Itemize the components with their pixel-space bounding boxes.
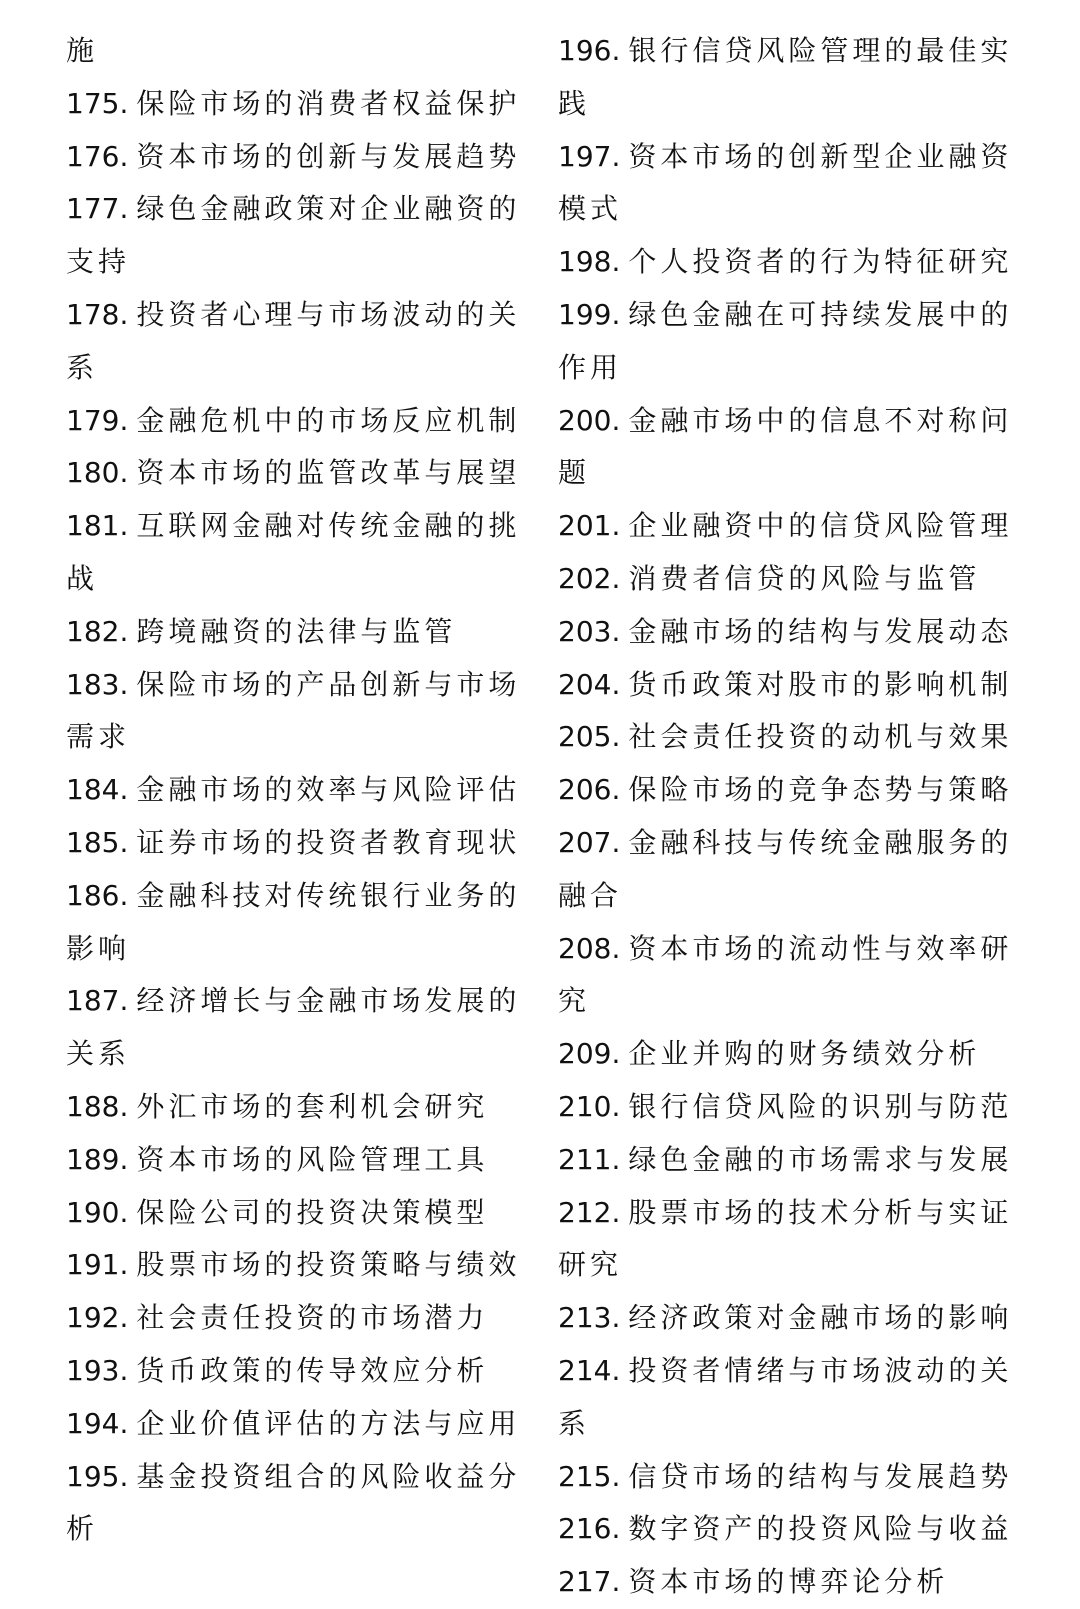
list-item	[66, 78, 536, 131]
list-item	[66, 659, 536, 765]
item-text: 金融科技对传统银行业务的影响	[66, 878, 521, 965]
list-item	[558, 1187, 1028, 1293]
item-text: 数字资产的投资风险与收益	[628, 1512, 1013, 1546]
item-number: 214.	[558, 1353, 621, 1387]
list-item	[558, 923, 1028, 1029]
list-item	[558, 131, 1028, 237]
item-number: 200.	[558, 403, 621, 437]
item-text: 企业价值评估的方法与应用	[136, 1406, 521, 1440]
item-number: 177.	[66, 192, 129, 226]
list-item	[66, 131, 536, 184]
item-text: 资本市场的风险管理工具	[136, 1142, 489, 1176]
item-number: 201.	[558, 509, 621, 543]
list-item	[66, 1239, 536, 1292]
item-number: 208.	[558, 931, 621, 965]
item-text: 金融科技与传统金融服务的融合	[558, 825, 1013, 912]
list-item	[558, 500, 1028, 553]
item-number: 184.	[66, 773, 129, 807]
item-number: 195.	[66, 1459, 129, 1493]
item-text: 股票市场的投资策略与绩效	[136, 1248, 521, 1282]
list-item	[558, 1451, 1028, 1504]
list-item	[558, 236, 1028, 289]
item-text: 个人投资者的行为特征研究	[628, 245, 1013, 279]
item-text: 信贷市场的结构与发展趋势	[628, 1459, 1013, 1493]
item-text: 跨境融资的法律与监管	[136, 614, 457, 648]
item-number: 212.	[558, 1195, 621, 1229]
left-topic-list	[66, 25, 536, 1556]
item-text: 股票市场的技术分析与实证研究	[558, 1195, 1013, 1282]
item-text: 施	[66, 34, 99, 67]
list-item	[558, 1081, 1028, 1134]
list-item	[66, 870, 536, 976]
list-item	[66, 1187, 536, 1240]
item-number: 190.	[66, 1195, 129, 1229]
item-text: 货币政策对股市的影响机制	[628, 667, 1013, 701]
item-number: 213.	[558, 1301, 621, 1335]
item-text: 银行信贷风险的识别与防范	[628, 1089, 1013, 1123]
item-number: 185.	[66, 825, 129, 859]
item-text: 外汇市场的套利机会研究	[136, 1089, 489, 1123]
list-item	[66, 1398, 536, 1451]
item-number: 192.	[66, 1301, 129, 1335]
item-number: 215.	[558, 1459, 621, 1493]
list-item	[66, 289, 536, 395]
item-number: 182.	[66, 614, 129, 648]
item-text: 社会责任投资的动机与效果	[628, 720, 1013, 754]
item-text: 社会责任投资的市场潜力	[136, 1301, 489, 1335]
list-item	[558, 1345, 1028, 1451]
list-item	[66, 447, 536, 500]
list-item	[66, 1292, 536, 1345]
item-text: 资本市场的流动性与效率研究	[558, 931, 1013, 1018]
item-number: 202.	[558, 561, 621, 595]
item-text: 企业并购的财务绩效分析	[628, 1037, 981, 1071]
item-text: 绿色金融在可持续发展中的作用	[558, 297, 1013, 384]
list-item	[66, 183, 536, 289]
list-item	[558, 1503, 1028, 1556]
item-text: 保险市场的竞争态势与策略	[628, 773, 1013, 807]
list-item	[558, 1292, 1028, 1345]
item-number: 180.	[66, 456, 129, 490]
list-item	[66, 1451, 536, 1557]
list-item	[66, 395, 536, 448]
item-number: 211.	[558, 1142, 621, 1176]
item-number: 207.	[558, 825, 621, 859]
item-number: 181.	[66, 509, 129, 543]
item-number: 203.	[558, 614, 621, 648]
item-number: 194.	[66, 1406, 129, 1440]
list-item	[558, 817, 1028, 923]
item-number: 217.	[558, 1565, 621, 1599]
item-text: 基金投资组合的风险收益分析	[66, 1459, 521, 1546]
item-text: 投资者情绪与市场波动的关系	[558, 1353, 1013, 1440]
item-number: 186.	[66, 878, 129, 912]
list-item	[558, 659, 1028, 712]
item-text: 金融市场的结构与发展动态	[628, 614, 1013, 648]
item-text: 货币政策的传导效应分析	[136, 1353, 489, 1387]
item-number: 189.	[66, 1142, 129, 1176]
item-number: 209.	[558, 1037, 621, 1071]
list-item	[66, 764, 536, 817]
item-number: 188.	[66, 1089, 129, 1123]
item-number: 216.	[558, 1512, 621, 1546]
item-number: 175.	[66, 86, 129, 120]
item-text: 银行信贷风险管理的最佳实践	[558, 34, 1013, 120]
item-text: 资本市场的监管改革与展望	[136, 456, 521, 490]
item-number: 183.	[66, 667, 129, 701]
list-item	[558, 1134, 1028, 1187]
list-item	[66, 1081, 536, 1134]
list-item	[66, 1134, 536, 1187]
item-number: 191.	[66, 1248, 129, 1282]
item-text: 资本市场的博弈论分析	[628, 1565, 949, 1599]
item-number: 206.	[558, 773, 621, 807]
item-number: 198.	[558, 245, 621, 279]
list-item	[558, 395, 1028, 501]
item-number: 205.	[558, 720, 621, 754]
list-item	[558, 553, 1028, 606]
item-number: 204.	[558, 667, 621, 701]
list-item	[558, 606, 1028, 659]
item-text: 投资者心理与市场波动的关系	[66, 297, 521, 384]
item-text: 绿色金融的市场需求与发展	[628, 1142, 1013, 1176]
list-item	[66, 1345, 536, 1398]
item-text: 互联网金融对传统金融的挑战	[66, 509, 521, 595]
item-number: 193.	[66, 1353, 129, 1387]
item-number: 196.	[558, 34, 621, 67]
list-item	[558, 711, 1028, 764]
list-item	[558, 764, 1028, 817]
item-text: 保险公司的投资决策模型	[136, 1195, 489, 1229]
item-text: 资本市场的创新型企业融资模式	[558, 139, 1013, 226]
item-number: 187.	[66, 984, 129, 1018]
item-text: 企业融资中的信贷风险管理	[628, 509, 1013, 543]
item-text: 经济增长与金融市场发展的关系	[66, 984, 521, 1071]
item-text: 金融危机中的市场反应机制	[136, 403, 521, 437]
item-text: 经济政策对金融市场的影响	[628, 1301, 1013, 1335]
item-number: 210.	[558, 1089, 621, 1123]
item-number: 179.	[66, 403, 129, 437]
list-item	[66, 500, 536, 606]
list-item	[66, 817, 536, 870]
item-number: 199.	[558, 297, 621, 331]
item-text: 金融市场的效率与风险评估	[136, 773, 521, 807]
list-item	[66, 606, 536, 659]
item-text: 资本市场的创新与发展趋势	[136, 139, 521, 173]
list-item	[558, 289, 1028, 395]
item-text: 绿色金融政策对企业融资的支持	[66, 192, 521, 279]
list-item	[558, 25, 1028, 131]
list-item	[558, 1556, 1028, 1609]
item-text: 金融市场中的信息不对称问题	[558, 403, 1013, 490]
list-item	[66, 975, 536, 1081]
list-item	[558, 1028, 1028, 1081]
item-text: 保险市场的消费者权益保护	[136, 86, 521, 120]
list-item	[66, 25, 536, 78]
item-number: 176.	[66, 139, 129, 173]
item-text: 证券市场的投资者教育现状	[136, 825, 521, 859]
right-topic-list	[558, 25, 1028, 1609]
item-text: 保险市场的产品创新与市场需求	[66, 667, 521, 754]
item-number: 197.	[558, 139, 621, 173]
item-text: 消费者信贷的风险与监管	[628, 561, 981, 595]
item-number: 178.	[66, 297, 129, 331]
